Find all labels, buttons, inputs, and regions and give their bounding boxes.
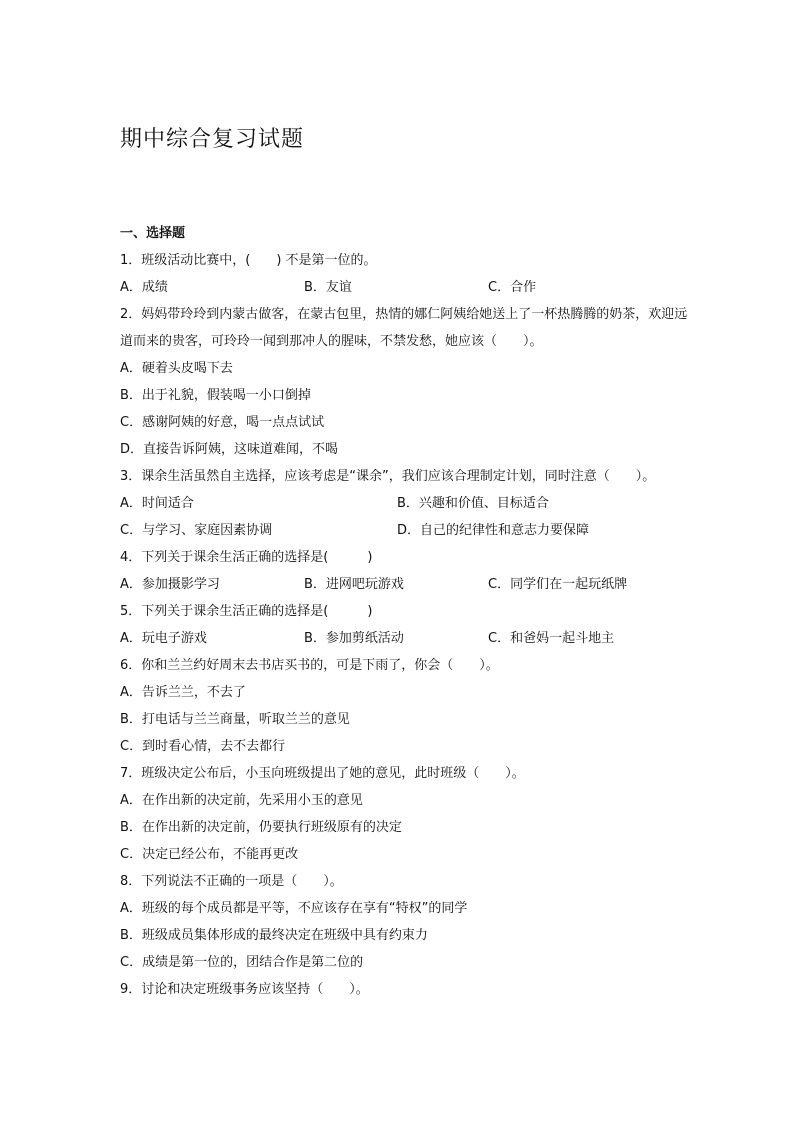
option-c: C．到时看心情，去不去都行 — [120, 739, 286, 754]
question-3-stem: 3．课余生活虽然自主选择，应该考虑是“课余”，我们应该合理制定计划，同时注意（ ）。 — [120, 469, 656, 484]
question-1-stem: 1．班级活动比赛中，( ) 不是第一位的。 — [120, 253, 377, 268]
question-3-options-row1 — [120, 490, 690, 517]
option-a: A．参加摄影学习 — [120, 577, 220, 592]
question-5-options — [120, 625, 690, 652]
question-4-options — [120, 571, 690, 598]
question-3-options-row2 — [120, 517, 690, 544]
option-c: C．合作 — [488, 280, 537, 295]
section-title: 一、选择题 — [120, 226, 186, 241]
option-b: B．兴趣和价值、目标适合 — [397, 496, 549, 511]
option-a: A．班级的每个成员都是平等，不应该存在享有“特权”的同学 — [120, 901, 468, 916]
option-b: B．在作出新的决定前，仍要执行班级原有的决定 — [120, 820, 402, 835]
option-d: D．自己的纪律性和意志力要保障 — [397, 523, 590, 538]
option-c: C．感谢阿姨的好意，喝一点点试试 — [120, 415, 325, 430]
option-c: C．成绩是第一位的，团结合作是第二位的 — [120, 955, 364, 970]
option-a: A．硬着头皮喝下去 — [120, 361, 233, 376]
option-c: C．与学习、家庭因素协调 — [120, 523, 273, 538]
option-b: B．班级成员集体形成的最终决定在班级中具有约束力 — [120, 928, 428, 943]
option-a: A．成绩 — [120, 280, 168, 295]
option-a: A．告诉兰兰，不去了 — [120, 685, 246, 700]
question-1-options — [120, 274, 690, 301]
option-a: A．时间适合 — [120, 496, 194, 511]
question-4-stem: 4．下列关于课余生活正确的选择是( ) — [120, 550, 373, 565]
question-7-stem: 7．班级决定公布后，小玉向班级提出了她的意见，此时班级（ ）。 — [120, 766, 525, 781]
option-b: B．进网吧玩游戏 — [304, 577, 404, 592]
question-5-stem: 5．下列关于课余生活正确的选择是( ) — [120, 604, 373, 619]
option-b: B．打电话与兰兰商量，听取兰兰的意见 — [120, 712, 350, 727]
question-2-stem: 2．妈妈带玲玲到内蒙古做客，在蒙古包里，热情的娜仁阿姨给她送上了一杯热腾腾的奶茶，欢迎远道而来的贵客，可玲玲一闻到那冲人的腥味，不禁发愁，她应该（ ）。 — [120, 307, 688, 349]
option-c: C．同学们在一起玩纸牌 — [488, 577, 628, 592]
option-a: A．玩电子游戏 — [120, 631, 207, 646]
question-6-stem: 6．你和兰兰约好周末去书店买书的，可是下雨了，你会（ ）。 — [120, 658, 499, 673]
option-b: B．友谊 — [304, 280, 352, 295]
question-9-stem: 9．讨论和决定班级事务应该坚持（ ）。 — [120, 982, 369, 997]
option-a: A．在作出新的决定前，先采用小玉的意见 — [120, 793, 363, 808]
option-b: B．参加剪纸活动 — [304, 631, 404, 646]
option-c: C．决定已经公布，不能再更改 — [120, 847, 299, 862]
option-c: C．和爸妈一起斗地主 — [488, 631, 615, 646]
question-list — [120, 220, 690, 1003]
page-title: 期中综合复习试题 — [120, 127, 305, 152]
option-d: D．直接告诉阿姨，这味道难闻，不喝 — [120, 442, 339, 457]
question-8-stem: 8．下列说法不正确的一项是（ ）。 — [120, 874, 343, 889]
option-b: B．出于礼貌，假装喝一小口倒掉 — [120, 388, 311, 403]
